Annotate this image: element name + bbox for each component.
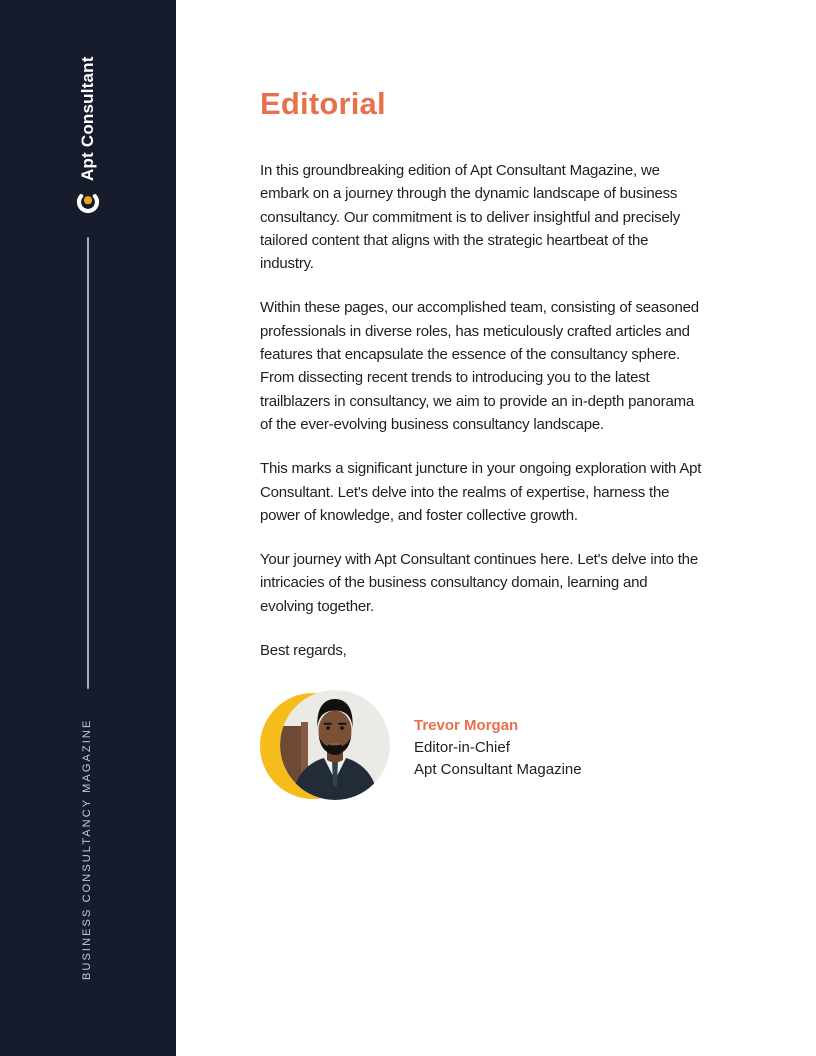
magazine-tagline-strip	[81, 718, 95, 980]
editor-role: Editor-in-Chief	[414, 739, 510, 757]
signature-text	[414, 713, 582, 781]
editorial-paragraph-3: This marks a significant juncture in your ongoing exploration with Apt Consultant. Let's delve into the realms of expertise, harness the power of knowledge, and foster collective growth.	[260, 460, 702, 524]
closing-line: Best regards,	[260, 642, 347, 660]
sidebar-divider-line	[87, 237, 89, 689]
brand-logo-icon	[76, 190, 100, 214]
signature-block	[260, 690, 816, 804]
editorial-paragraph-2: Within these pages, our accomplished team, consisting of seasoned professionals in diverse roles, has meticulously crafted articles and features that encapsulate the essence of the consultancy sphere. From dissecting recent trends to introducing you to the latest trailblazers in consultancy, we aim to provide an in-depth panorama of the ever-evolving business consultancy landscape.	[260, 299, 699, 433]
editor-organization: Apt Consultant Magazine	[414, 761, 582, 779]
editor-photo	[280, 690, 390, 800]
editorial-content	[176, 0, 816, 1056]
brand-strip	[75, 56, 101, 214]
editorial-paragraph-1: In this groundbreaking edition of Apt Consultant Magazine, we embark on a journey through the dynamic landscape of business consultancy. Our commitment is to deliver insightful and precisely tailored content that aligns with the strategic heartbeat of the industry.	[260, 162, 681, 273]
page-title: Editorial	[260, 86, 386, 121]
magazine-tagline: BUSINESS CONSULTANCY MAGAZINE	[81, 718, 93, 980]
brand-name: Apt Consultant	[78, 56, 97, 181]
sidebar	[0, 0, 176, 1056]
editor-name: Trevor Morgan	[414, 717, 519, 735]
avatar	[260, 690, 390, 804]
editorial-paragraph-4: Your journey with Apt Consultant continues here. Let's delve into the intricacies of the business consultancy domain, learning and evolving together.	[260, 551, 698, 615]
